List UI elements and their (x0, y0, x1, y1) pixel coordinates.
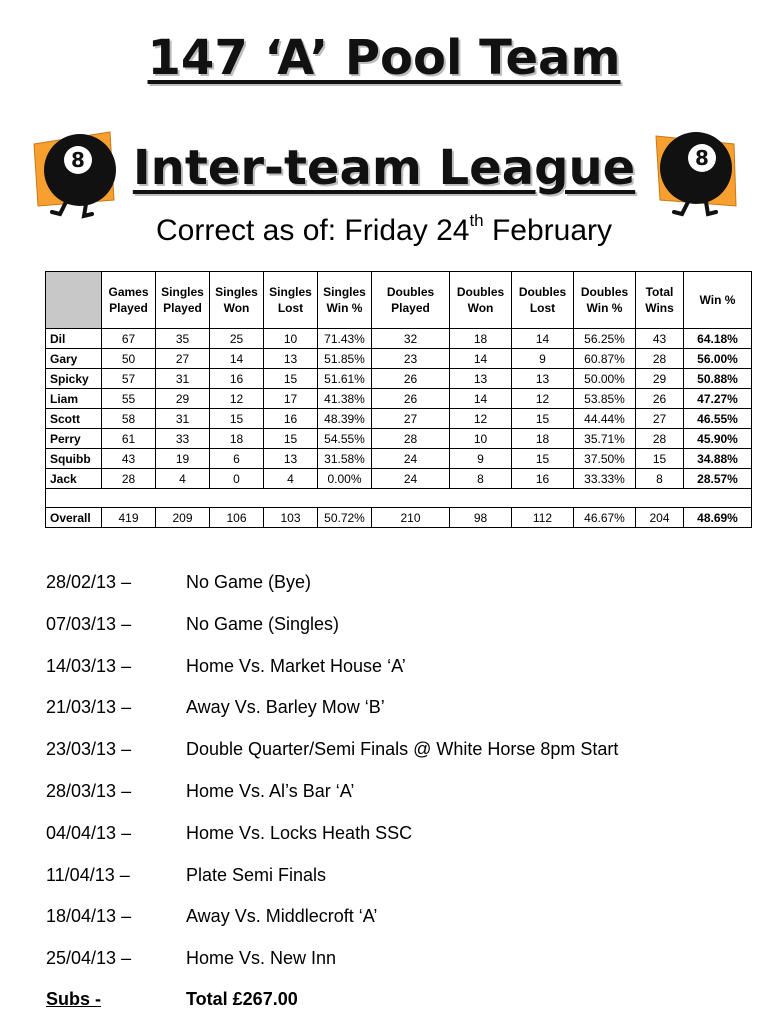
stat-cell: 27 (636, 409, 684, 429)
stat-cell: 28 (102, 469, 156, 489)
table-overall-row (46, 508, 752, 528)
stat-cell: 41.38% (318, 389, 372, 409)
stat-cell: 64.18% (684, 329, 752, 349)
stat-cell: 28.57% (684, 469, 752, 489)
player-name-cell: Gary (46, 349, 102, 369)
fixture-row (46, 942, 746, 984)
column-header: Singles Lost (264, 272, 318, 329)
fixture-date: 04/04/13 – (46, 822, 132, 843)
stat-cell: 6 (210, 449, 264, 469)
stat-cell: 419 (102, 508, 156, 528)
eight-ball-icon (648, 122, 744, 222)
stat-cell: 29 (156, 389, 210, 409)
table-row (46, 389, 752, 409)
fixture-schedule (46, 566, 746, 984)
fixture-description: Home Vs. Locks Heath SSC (186, 822, 413, 843)
stat-cell: 106 (210, 508, 264, 528)
stat-cell: 43 (636, 329, 684, 349)
fixture-description: Home Vs. New Inn (186, 948, 337, 969)
fixture-description: Home Vs. Market House ‘A’ (186, 655, 406, 676)
stat-cell: 67 (102, 329, 156, 349)
stat-cell: 10 (264, 329, 318, 349)
column-header: Singles Win % (318, 272, 372, 329)
stat-cell: 17 (264, 389, 318, 409)
stat-cell: 31 (156, 409, 210, 429)
fixture-description: Away Vs. Barley Mow ‘B’ (186, 697, 385, 718)
table-spacer-row (46, 489, 752, 508)
stat-cell: 15 (210, 409, 264, 429)
fixture-date: 21/03/13 – (46, 697, 132, 718)
fixture-date: 07/03/13 – (46, 613, 132, 634)
player-name-cell: Scott (46, 409, 102, 429)
stat-cell: 4 (156, 469, 210, 489)
fixture-date: 28/02/13 – (46, 572, 132, 592)
fixture-description: Plate Semi Finals (186, 864, 327, 885)
stat-cell: 31 (156, 369, 210, 389)
table-row (46, 469, 752, 489)
stat-cell: 15 (512, 449, 574, 469)
stat-cell: 35 (156, 329, 210, 349)
stat-cell: 50.88% (684, 369, 752, 389)
stat-cell: 31.58% (318, 449, 372, 469)
fixture-row (46, 691, 746, 733)
fixture-row (46, 608, 746, 650)
fixture-row (46, 650, 746, 692)
column-header: Singles Won (210, 272, 264, 329)
stat-cell: 209 (156, 508, 210, 528)
stat-cell: 34.88% (684, 449, 752, 469)
player-name-cell: Squibb (46, 449, 102, 469)
fixture-description: Away Vs. Middlecroft ‘A’ (186, 906, 378, 927)
stat-cell: 37.50% (574, 449, 636, 469)
table-row (46, 429, 752, 449)
stat-cell: 33.33% (574, 469, 636, 489)
stat-cell: 12 (210, 389, 264, 409)
stat-cell: 0 (210, 469, 264, 489)
stat-cell: 16 (512, 469, 574, 489)
stat-cell: 13 (512, 369, 574, 389)
stat-cell: 15 (264, 429, 318, 449)
stat-cell: 15 (636, 449, 684, 469)
fixture-row (46, 900, 746, 942)
stat-cell: 26 (636, 389, 684, 409)
stat-cell: 18 (210, 429, 264, 449)
ball-number: 8 (695, 146, 709, 170)
stat-cell: 51.61% (318, 369, 372, 389)
as-of-date: Correct as of: Friday 24th February (155, 211, 613, 247)
stat-cell: 61 (102, 429, 156, 449)
stat-cell: 57 (102, 369, 156, 389)
stat-cell: 44.44% (574, 409, 636, 429)
stat-cell: 28 (636, 429, 684, 449)
stat-cell: 60.87% (574, 349, 636, 369)
stat-cell: 8 (450, 469, 512, 489)
stat-cell: 13 (264, 349, 318, 369)
overall-label-cell: Overall (46, 508, 102, 528)
fixture-description: Double Quarter/Semi Finals @ White Horse 8pm Start (186, 739, 619, 760)
stat-cell: 210 (372, 508, 450, 528)
stat-cell: 12 (450, 409, 512, 429)
column-header: Doubles Win % (574, 272, 636, 329)
stat-cell: 18 (512, 429, 574, 449)
stat-cell: 43 (102, 449, 156, 469)
stat-cell: 13 (264, 449, 318, 469)
stat-cell: 8 (636, 469, 684, 489)
page-title: 147 ‘A’ Pool Team (147, 30, 621, 86)
stat-cell: 15 (512, 409, 574, 429)
stat-cell: 47.27% (684, 389, 752, 409)
fixture-date: 18/04/13 – (46, 906, 132, 927)
ball-number: 8 (71, 148, 85, 172)
stat-cell: 98 (450, 508, 512, 528)
stat-cell: 204 (636, 508, 684, 528)
table-row (46, 329, 752, 349)
stat-cell: 24 (372, 469, 450, 489)
stat-cell: 14 (450, 389, 512, 409)
fixture-row (46, 817, 746, 859)
stat-cell: 29 (636, 369, 684, 389)
stat-cell: 27 (156, 349, 210, 369)
column-header: Doubles Played (372, 272, 450, 329)
table-row (46, 449, 752, 469)
fixture-description: No Game (Singles) (186, 613, 340, 634)
table-row (46, 369, 752, 389)
player-name-cell: Dil (46, 329, 102, 349)
stat-cell: 103 (264, 508, 318, 528)
fixture-date: 28/03/13 – (46, 780, 132, 801)
stat-cell: 25 (210, 329, 264, 349)
subs-total: Total £267.00 (186, 989, 298, 1009)
player-name-cell: Spicky (46, 369, 102, 389)
stat-cell: 18 (450, 329, 512, 349)
page-subtitle-league: Inter-team League (132, 140, 636, 196)
eight-ball-icon (28, 122, 124, 222)
stat-cell: 58 (102, 409, 156, 429)
stat-cell: 45.90% (684, 429, 752, 449)
stat-cell: 16 (210, 369, 264, 389)
stat-cell: 16 (264, 409, 318, 429)
spacer-cell (46, 489, 752, 508)
fixture-row (46, 733, 746, 775)
table-row (46, 409, 752, 429)
stat-cell: 0.00% (318, 469, 372, 489)
table-corner-cell (46, 272, 102, 329)
fixture-date: 23/03/13 – (46, 739, 132, 760)
stat-cell: 48.39% (318, 409, 372, 429)
stat-cell: 10 (450, 429, 512, 449)
fixture-date: 14/03/13 – (46, 655, 132, 676)
stat-cell: 51.85% (318, 349, 372, 369)
fixture-row (46, 566, 746, 608)
stat-cell: 46.67% (574, 508, 636, 528)
stat-cell: 23 (372, 349, 450, 369)
stat-cell: 50.72% (318, 508, 372, 528)
stat-cell: 33 (156, 429, 210, 449)
stat-cell: 9 (512, 349, 574, 369)
stat-cell: 27 (372, 409, 450, 429)
stat-cell: 15 (264, 369, 318, 389)
fixture-row (46, 859, 746, 901)
column-header: Games Played (102, 272, 156, 329)
stat-cell: 46.55% (684, 409, 752, 429)
stat-cell: 32 (372, 329, 450, 349)
player-name-cell: Jack (46, 469, 102, 489)
stat-cell: 35.71% (574, 429, 636, 449)
stat-cell: 112 (512, 508, 574, 528)
table-header-row (46, 272, 752, 329)
table-row (46, 349, 752, 369)
stat-cell: 48.69% (684, 508, 752, 528)
stat-cell: 4 (264, 469, 318, 489)
stat-cell: 13 (450, 369, 512, 389)
fixture-description: Home Vs. Al’s Bar ‘A’ (186, 780, 355, 801)
stat-cell: 56.00% (684, 349, 752, 369)
column-header: Singles Played (156, 272, 210, 329)
subs-label: Subs - (46, 989, 102, 1009)
stat-cell: 28 (372, 429, 450, 449)
fixture-date: 25/04/13 – (46, 948, 132, 969)
stat-cell: 26 (372, 369, 450, 389)
fixture-row (46, 775, 746, 817)
stat-cell: 50 (102, 349, 156, 369)
column-header: Doubles Won (450, 272, 512, 329)
stat-cell: 56.25% (574, 329, 636, 349)
stat-cell: 71.43% (318, 329, 372, 349)
stat-cell: 50.00% (574, 369, 636, 389)
stat-cell: 53.85% (574, 389, 636, 409)
fixture-date: 11/04/13 – (46, 864, 130, 885)
player-name-cell: Liam (46, 389, 102, 409)
stat-cell: 28 (636, 349, 684, 369)
stat-cell: 12 (512, 389, 574, 409)
column-header: Win % (684, 272, 752, 329)
stat-cell: 14 (450, 349, 512, 369)
column-header: Doubles Lost (512, 272, 574, 329)
stat-cell: 55 (102, 389, 156, 409)
stat-cell: 14 (512, 329, 574, 349)
stat-cell: 19 (156, 449, 210, 469)
stat-cell: 26 (372, 389, 450, 409)
column-header: Total Wins (636, 272, 684, 329)
player-name-cell: Perry (46, 429, 102, 449)
fixture-description: No Game (Bye) (186, 572, 312, 592)
stats-table (45, 271, 752, 528)
stat-cell: 14 (210, 349, 264, 369)
stat-cell: 9 (450, 449, 512, 469)
stat-cell: 24 (372, 449, 450, 469)
stat-cell: 54.55% (318, 429, 372, 449)
